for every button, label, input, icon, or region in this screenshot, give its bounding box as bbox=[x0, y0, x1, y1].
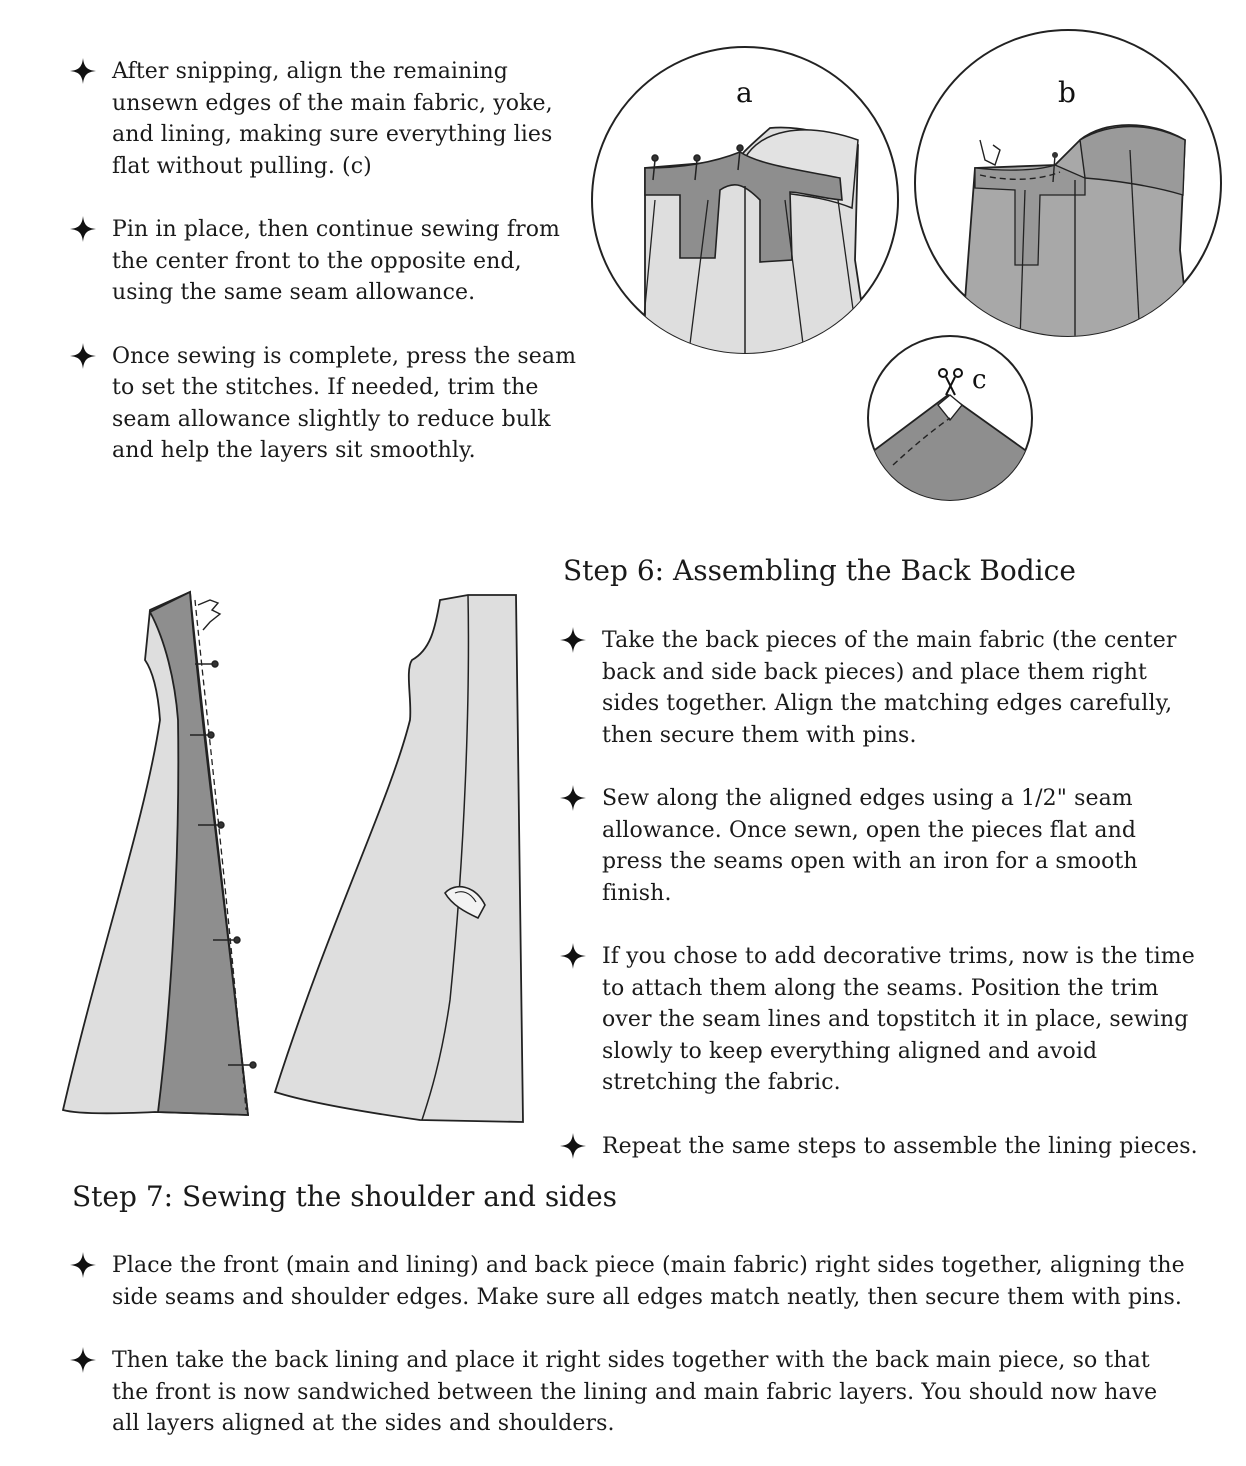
bodice-figure-b bbox=[915, 30, 1221, 340]
four-point-star-icon bbox=[558, 625, 588, 655]
figure-label-c: c bbox=[972, 365, 987, 395]
bullet-text: After snipping, align the remaining unsewn edges of the main fabric, yoke, and lining, making sure everything lies flat without pulling. (c) bbox=[112, 59, 553, 179]
top-bullet-list bbox=[68, 56, 578, 467]
bullet-text: Sew along the aligned edges using a 1/2" seam allowance. Once sewn, open the pieces flat and press the seams open with an iron for a smooth finish. bbox=[602, 786, 1138, 906]
step7-heading: Step 7: Sewing the shoulder and sides bbox=[72, 1180, 618, 1213]
list-item bbox=[68, 1250, 1188, 1313]
bullet-text: If you chose to add decorative trims, now is the time to attach them along the seams. Position the trim over the seam lines and topstitch it in place, sewing slowly to keep everything aligned and avoid stretching the fabric. bbox=[602, 944, 1195, 1095]
four-point-star-icon bbox=[68, 1250, 98, 1280]
list-item bbox=[558, 941, 1198, 1099]
list-item bbox=[68, 56, 578, 182]
four-point-star-icon bbox=[68, 1345, 98, 1375]
four-point-star-icon bbox=[558, 783, 588, 813]
bodice-figure-a bbox=[592, 47, 898, 360]
list-item bbox=[558, 625, 1198, 751]
back-bodice-pressed bbox=[275, 595, 523, 1122]
snip-figure-c bbox=[868, 336, 1032, 510]
four-point-star-icon bbox=[68, 56, 98, 86]
bullet-text: Place the front (main and lining) and back piece (main fabric) right sides together, aligning the side seams and shoulder edges. Make sure all edges match neatly, then secure them with pins. bbox=[112, 1253, 1185, 1310]
back-bodice-pinned bbox=[63, 592, 256, 1115]
list-item bbox=[558, 1131, 1198, 1163]
figure-label-b: b bbox=[1058, 76, 1076, 109]
bullet-text: Once sewing is complete, press the seam to set the stitches. If needed, trim the seam allowance slightly to reduce bulk and help the layers sit smoothly. bbox=[112, 343, 577, 463]
four-point-star-icon bbox=[558, 1131, 588, 1161]
figure-label-a: a bbox=[736, 76, 753, 109]
bullet-text: Repeat the same steps to assemble the lining pieces. bbox=[602, 1133, 1198, 1159]
bullet-text: Pin in place, then continue sewing from the center front to the opposite end, using the same seam allowance. bbox=[112, 217, 561, 305]
step7-bullet-list bbox=[68, 1250, 1188, 1440]
four-point-star-icon bbox=[68, 214, 98, 244]
step6-bullet-list bbox=[558, 625, 1198, 1162]
four-point-star-icon bbox=[558, 941, 588, 971]
four-point-star-icon bbox=[68, 341, 98, 371]
step6-heading: Step 6: Assembling the Back Bodice bbox=[563, 554, 1076, 587]
bullet-text: Then take the back lining and place it right sides together with the back main piece, so that the front is now sandwiched between the lining and main fabric layers. You should now have all layers aligned at the sides and shoulders. bbox=[112, 1348, 1158, 1436]
bullet-text: Take the back pieces of the main fabric (the center back and side back pieces) and place them right sides together. Align the matching edges carefully, then secure them with pins. bbox=[602, 628, 1177, 748]
list-item bbox=[558, 783, 1198, 909]
list-item bbox=[68, 214, 578, 309]
list-item bbox=[68, 1345, 1188, 1440]
list-item bbox=[68, 341, 578, 467]
